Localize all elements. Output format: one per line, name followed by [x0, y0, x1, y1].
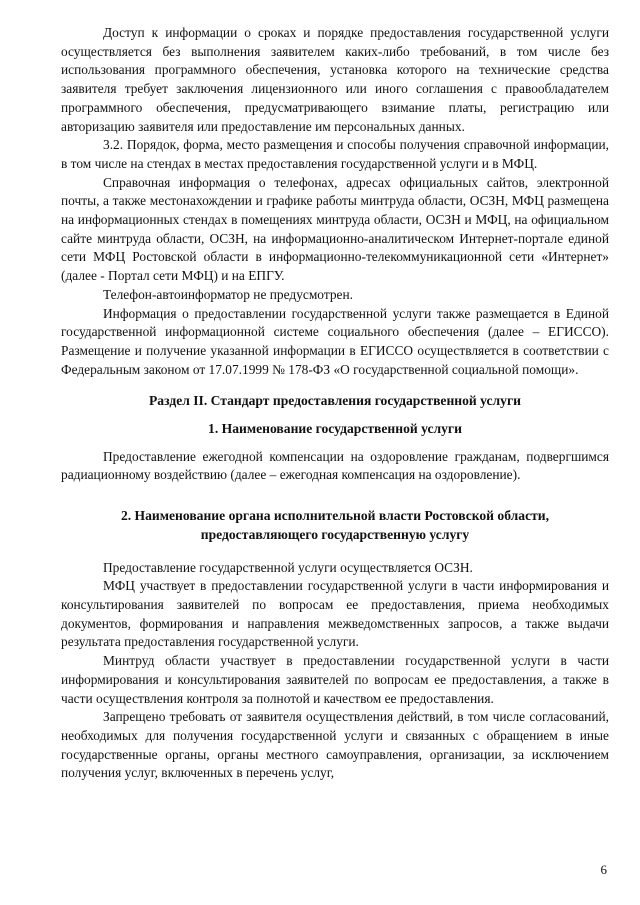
section-2-title: Раздел II. Стандарт предоставления государственной услуги — [149, 393, 521, 409]
paragraph-3-2-heading: 3.2. Порядок, форма, место размещения и способы получения справочной информации, в том числе на стендах в местах предоставления государственной услуги и в МФЦ. — [61, 137, 609, 171]
paragraph-mintrud: Минтруд области участвует в предоставлении государственной услуги в части информирования и консультирования заявителей по вопросам ее предоставления, а также в части осуществления контроля за полнотой и качеством ее предоставления. — [61, 653, 609, 706]
paragraph-autoinformer: Телефон-автоинформатор не предусмотрен. — [103, 286, 353, 302]
document-body — [61, 24, 609, 783]
subsection-1-title: 1. Наименование государственной услуги — [208, 421, 462, 437]
paragraph-service-name: Предоставление ежегодной компенсации на оздоровление гражданам, подвергшимся радиационному воздействию (далее – ежегодная компенсация на оздоровление). — [61, 448, 609, 483]
paragraph-mfc: МФЦ участвует в предоставлении государственной услуги в части информирования и консультирования заявителей по вопросам ее предоставления, приема необходимых документов, формирования и направления межведомственных запросов, а также выдачи результата предоставления государственной услуги. — [61, 578, 609, 650]
paragraph-reference-info: Справочная информация о телефонах, адресах официальных сайтов, электронной почты, а также местонахождении и графике работы минтруда области, ОСЗН, МФЦ размещена на информационных стендах в помещениях минтруда области, ОСЗН и МФЦ, на официальном сайте минтруда области, ОСЗН, на информационно-аналитическом Интернет-портале единой сети МФЦ Ростовской области в информационно-телекоммуникационной сети «Интернет» (далее - Портал сети МФЦ) и на ЕПГУ. — [61, 174, 609, 284]
paragraph-prohibited: Запрещено требовать от заявителя осуществления действий, в том числе согласований, необходимых для получения государственной услуги и связанных с обращением в иные государственные органы, органы местного самоуправления, организации, за исключением получения услуг, включенных в перечень услуг, — [61, 709, 609, 781]
paragraph-access-info: Доступ к информации о сроках и порядке предоставления государственной услуги осуществляется без выполнения заявителем каких-либо требований, в том числе без использования программного обеспечения, установка которого на технические средства заявителя требует заключения лицензионного или иного соглашения с правообладателем программного обеспечения, предусматривающего взимание платы, регистрацию или авторизацию заявителя или предоставление им персональных данных. — [61, 25, 609, 134]
subsection-2-title — [61, 507, 609, 544]
subsection-2-title-line2: предоставляющего государственную услугу — [200, 526, 470, 542]
paragraph-egisso: Информация о предоставлении государственной услуги также размещается в Единой государственной информационной системе социального обеспечения (далее – ЕГИССО). Размещение и получение указанной информации в ЕГИССО осуществляется в соответствии с Федеральным законом от 17.07.1999 № 178-ФЗ «О государственной социальной помощи». — [61, 305, 609, 377]
subsection-2-title-line1: 2. Наименование органа исполнительной власти Ростовской области, — [120, 508, 550, 524]
paragraph-oszn: Предоставление государственной услуги осуществляется ОСЗН. — [103, 559, 473, 575]
page-number: 6 — [600, 862, 607, 877]
